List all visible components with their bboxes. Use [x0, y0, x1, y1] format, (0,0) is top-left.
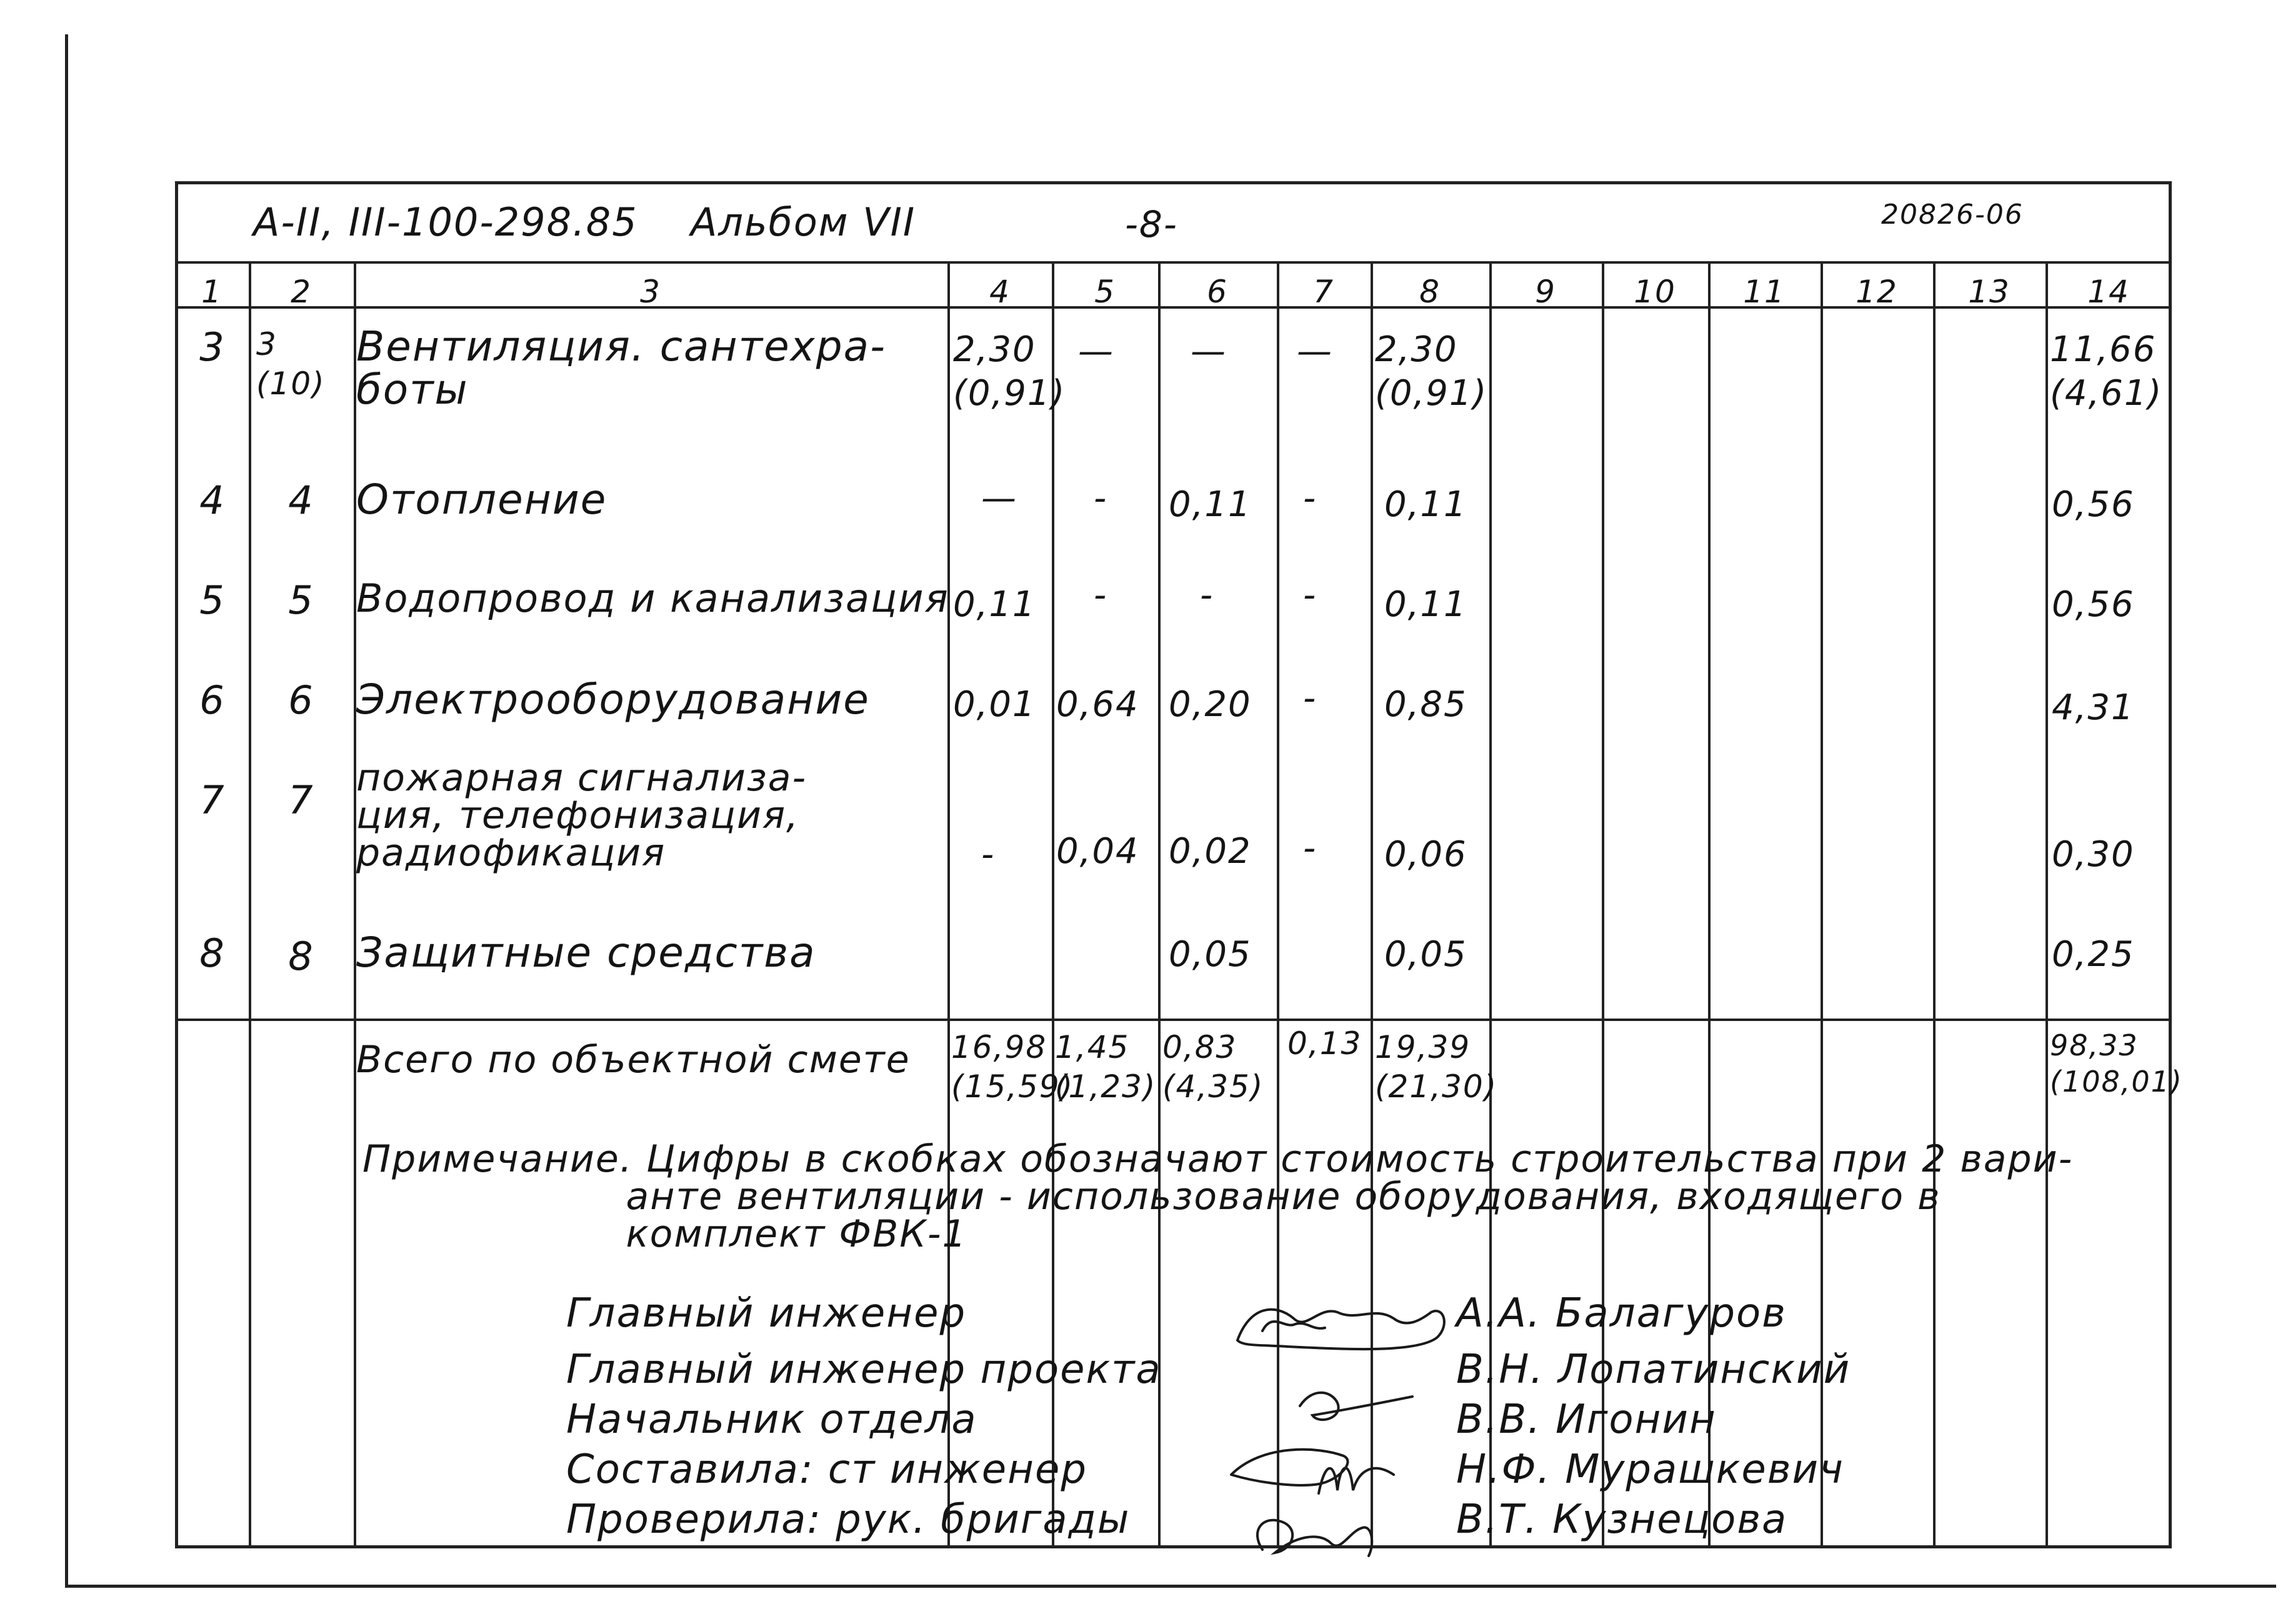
col-num-13: 13 [1968, 274, 2011, 310]
row-3-col14: 11,66 (4,61) [2050, 329, 2163, 414]
col-num-3: 3 [640, 274, 661, 310]
row-7-number: 7 [199, 777, 226, 823]
row-5-number: 5 [199, 577, 226, 623]
row-4-col7: - [1303, 478, 1317, 519]
row-3-name: Вентиляция. сантехра- боты [356, 322, 886, 414]
col-num-1: 1 [201, 274, 222, 310]
col-num-6: 6 [1207, 274, 1228, 310]
total-col4: 16,98 (15,59) [951, 1029, 1074, 1105]
role-department-head: Начальник отдела [566, 1397, 977, 1443]
name-kuznetsova: В.Т. Кузнецова [1456, 1497, 1788, 1543]
document-number: 20826-06 [1881, 199, 2024, 231]
row-5-col5: - [1094, 575, 1108, 615]
role-checked-by: Проверила: рук. бригады [566, 1497, 1131, 1543]
row-8-col6: 0,05 [1169, 934, 1252, 975]
row-6-name: Электрооборудование [356, 675, 870, 724]
role-compiled-by: Составила: ст инженер [566, 1447, 1087, 1493]
row-3-col6: — [1191, 331, 1227, 372]
row-8-code: 8 [288, 934, 314, 979]
row-8-col8: 0,05 [1384, 934, 1467, 975]
row-5-col6: - [1200, 575, 1214, 615]
row-7-col7: - [1303, 828, 1317, 869]
row-3-col7: — [1297, 331, 1333, 372]
role-chief-engineer: Главный инженер [566, 1290, 967, 1337]
total-rule [175, 1019, 2172, 1021]
total-col5: 1,45 (1,23) [1055, 1029, 1157, 1105]
row-6-col14: 4,31 [2052, 687, 2135, 728]
row-3-code: 3 (10) [256, 326, 326, 402]
row-8-col14: 0,25 [2052, 934, 2135, 975]
row-7-col14: 0,30 [2052, 834, 2135, 875]
header-rule [175, 261, 2172, 264]
total-col14: 98,33 (108,01) [2050, 1029, 2183, 1098]
row-8-name: Защитные средства [356, 929, 816, 977]
col-num-8: 8 [1419, 274, 1441, 310]
signature-scribbles-icon [1225, 1268, 1475, 1568]
row-5-col7: - [1303, 575, 1317, 615]
row-3-col8: 2,30 (0,91) [1375, 329, 1488, 414]
col-num-9: 9 [1535, 274, 1556, 310]
col-num-14: 14 [2087, 274, 2130, 310]
col-num-12: 12 [1856, 274, 1898, 310]
row-4-col8: 0,11 [1384, 484, 1467, 525]
row-6-col8: 0,85 [1384, 684, 1467, 725]
row-6-col7: - [1303, 678, 1317, 719]
row-5-name: Водопровод и канализация [356, 575, 949, 621]
row-3-col5: — [1078, 331, 1114, 372]
row-5-col14: 0,56 [2052, 584, 2135, 625]
row-7-col5: 0,04 [1056, 831, 1139, 872]
col-num-10: 10 [1634, 274, 1676, 310]
col-divider-1 [249, 261, 251, 1548]
row-6-col5: 0,64 [1056, 684, 1139, 725]
name-murashkevich: Н.Ф. Мурашкевич [1456, 1447, 1844, 1493]
row-4-col5: - [1094, 478, 1108, 519]
col-num-5: 5 [1094, 274, 1116, 310]
name-lopatinsky: В.Н. Лопатинский [1456, 1347, 1851, 1393]
doc-code: А-II, III-100-298.85 [253, 199, 638, 245]
col-num-2: 2 [291, 274, 312, 310]
total-label: Всего по объектной смете [356, 1038, 911, 1082]
row-5-col4: 0,11 [953, 584, 1036, 625]
col-num-7: 7 [1313, 274, 1334, 310]
row-6-col6: 0,20 [1169, 684, 1252, 725]
row-7-col6: 0,02 [1169, 831, 1252, 872]
row-4-col14: 0,56 [2052, 484, 2135, 525]
row-8-number: 8 [199, 930, 226, 976]
note-text: Примечание. Цифры в скобках обозначают стоимость строительства при 2 вари- анте вентиляции - использование оборудования, входящего в комплект ФВК-1 [362, 1137, 2074, 1256]
page-number: -8- [1125, 203, 1178, 246]
row-7-name: пожарная сигнализа- ция, телефонизация, радиофикация [356, 756, 807, 875]
row-5-col8: 0,11 [1384, 584, 1467, 625]
row-3-number: 3 [199, 324, 226, 370]
total-col7: 0,13 [1287, 1025, 1362, 1062]
col-divider-12 [1933, 261, 1936, 1548]
col-num-11: 11 [1743, 274, 1786, 310]
name-igonin: В.В. Игонин [1456, 1397, 1717, 1443]
row-4-code: 4 [288, 477, 314, 523]
row-3-col4: 2,30 (0,91) [953, 329, 1066, 414]
col-num-4: 4 [989, 274, 1011, 310]
row-6-col4: 0,01 [953, 684, 1036, 725]
row-4-col4: — [981, 478, 1017, 519]
total-col6: 0,83 (4,35) [1162, 1029, 1264, 1105]
album-label: Альбом VII [691, 199, 916, 245]
row-6-code: 6 [288, 677, 314, 723]
col-divider-2 [354, 261, 356, 1548]
row-5-code: 5 [288, 577, 314, 623]
row-6-number: 6 [199, 677, 226, 723]
row-7-code: 7 [288, 777, 314, 823]
row-4-number: 4 [199, 477, 226, 523]
role-chief-project-engineer: Главный инженер проекта [566, 1347, 1162, 1393]
col-divider-13 [2046, 261, 2048, 1548]
row-4-name: Отопление [356, 476, 607, 524]
row-4-col6: 0,11 [1169, 484, 1252, 525]
row-7-col4: - [981, 834, 996, 875]
total-col8: 19,39 (21,30) [1375, 1029, 1498, 1105]
name-balagurov: А.А. Балагуров [1456, 1290, 1787, 1337]
row-7-col8: 0,06 [1384, 834, 1467, 875]
